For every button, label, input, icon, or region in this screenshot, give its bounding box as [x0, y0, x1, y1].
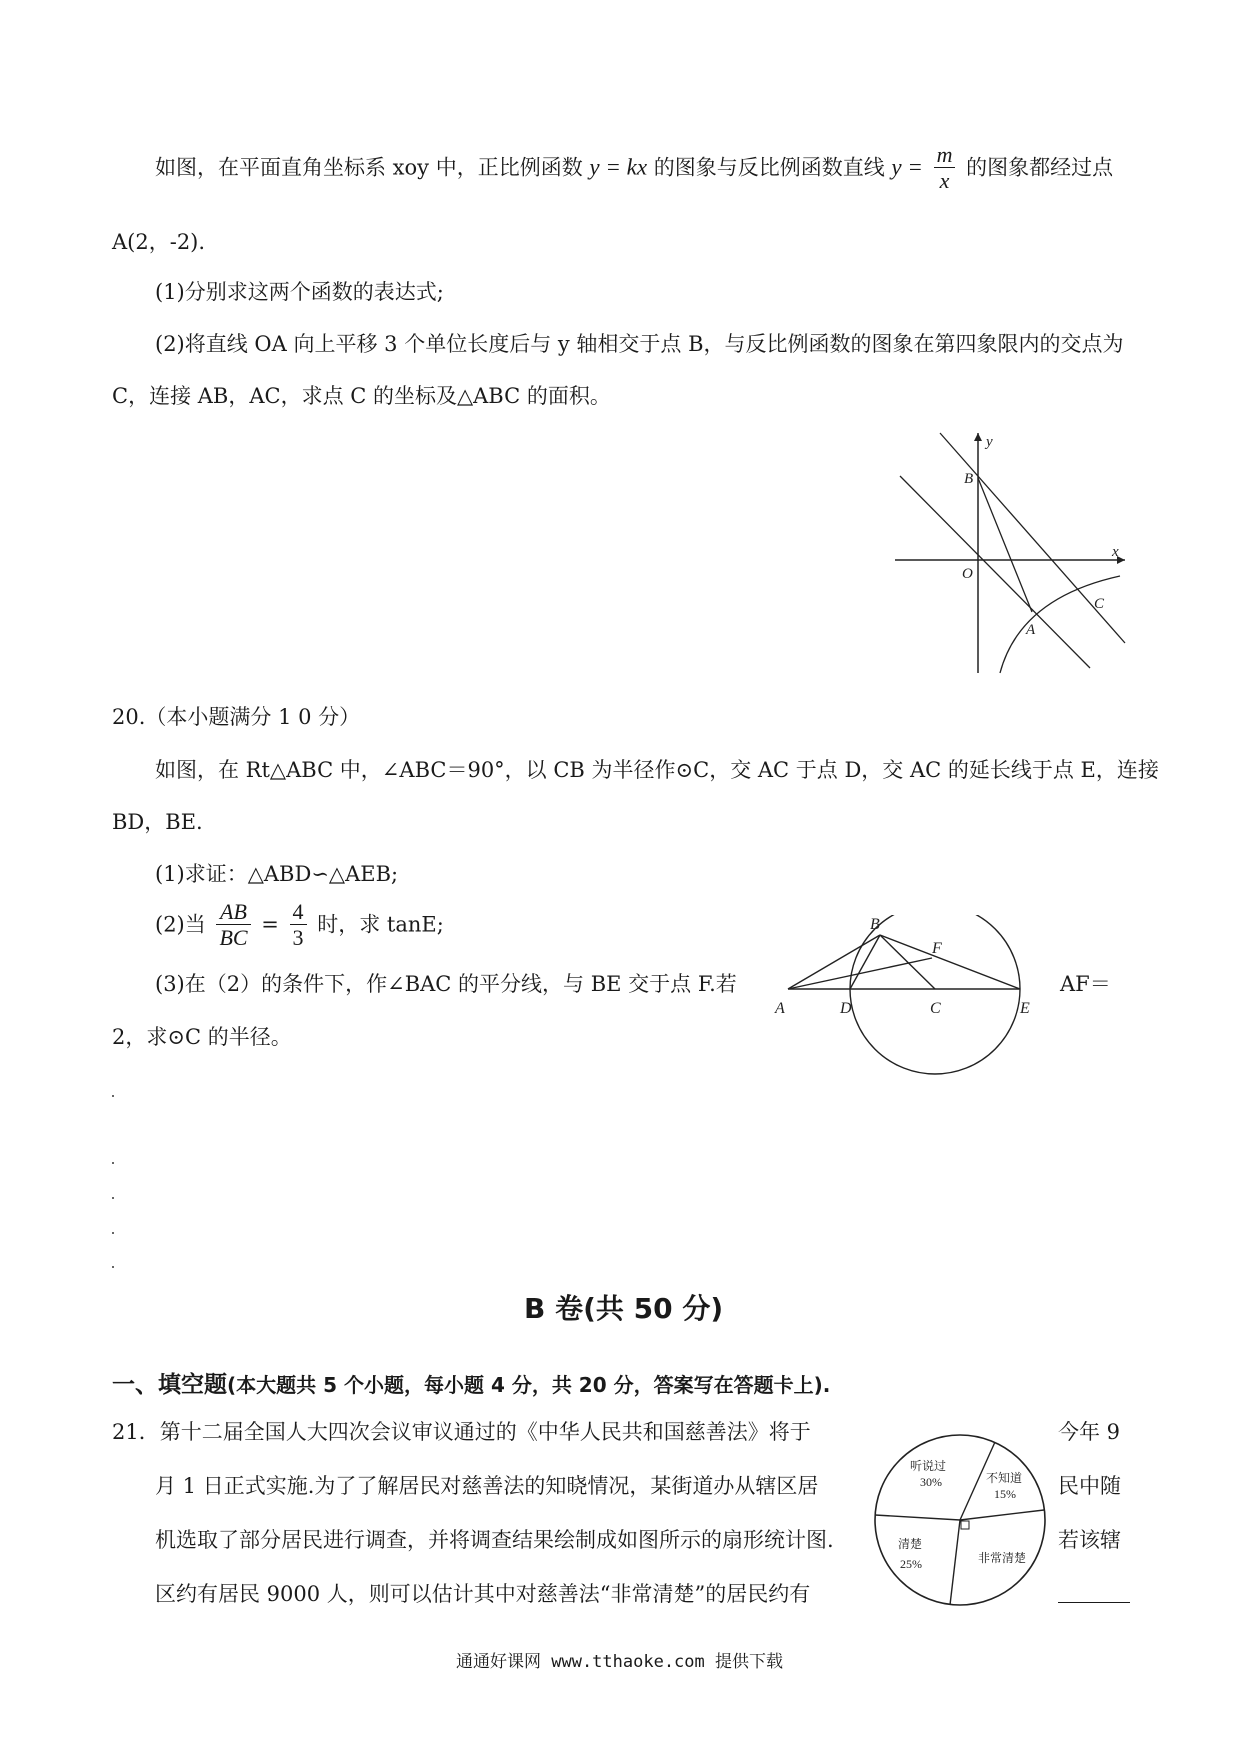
q21-line3: 机选取了部分居民进行调查，并将调查结果绘制成如图所示的扇形统计图. — [155, 1528, 834, 1552]
q21-line1-right: 今年 9 — [1058, 1420, 1121, 1444]
fill-in-heading-rest: (本大题共 5 个小题，每小题 4 分，共 20 分，答案写在答题卡上). — [227, 1373, 831, 1397]
q21-pie-chart — [870, 1430, 1050, 1610]
q21-label-heard-pct: 30% — [920, 1475, 942, 1489]
q21-label-very-clear: 非常清楚 — [978, 1551, 1027, 1565]
section-b-title: B 卷(共 50 分) — [524, 1292, 724, 1325]
q19-intro — [155, 143, 1113, 195]
q19-hyperbola-branch — [1000, 576, 1120, 673]
q20-label-E: E — [1020, 1000, 1030, 1017]
q21-label-unknown-pct: 15% — [994, 1487, 1016, 1501]
q20-circle-C — [850, 915, 1020, 1074]
fill-in-heading — [112, 1372, 830, 1400]
q21-pie-divider — [875, 1515, 960, 1520]
q20-value-fraction — [290, 900, 307, 952]
q20-ratio-num: AB — [216, 900, 250, 925]
q20-line-BE — [880, 935, 1020, 989]
q20-part1: (1)求证：△ABD∽△AEB; — [155, 862, 399, 886]
q19-y-arrow — [974, 433, 982, 441]
q21-answer-blank — [1058, 1582, 1130, 1603]
q20-header: 20.（本小题满分 1 0 分） — [112, 705, 361, 729]
q19-part1: (1)分别求这两个函数的表达式; — [155, 280, 444, 304]
q20-part2 — [155, 900, 444, 952]
q20-label-F: F — [932, 940, 942, 957]
q19-func2-num: m — [934, 143, 956, 168]
q21-label-heard: 听说过 — [910, 1459, 947, 1473]
q19-line-OA — [900, 476, 1090, 668]
q21-line3-right: 若该辖 — [1058, 1528, 1121, 1552]
q20-part3-tail: AF＝ — [1060, 972, 1111, 996]
q20-line-AF — [788, 958, 932, 989]
fill-in-heading-bold: 一、填空题 — [112, 1372, 227, 1398]
q20-part3-line2: 2，求⊙C 的半径。 — [112, 1025, 292, 1049]
q19-func2-fraction — [934, 143, 956, 195]
q20-line-BC — [880, 935, 935, 989]
q20-part3-line1: (3)在（2）的条件下，作∠BAC 的平分线，与 BE 交于点 F.若 — [155, 972, 737, 996]
stray-mark — [112, 1095, 114, 1097]
q20-intro-line1: 如图，在 Rt△ABC 中，∠ABC＝90°，以 CB 为半径作⊙C，交 AC 于点 D，交 AC 的延长线于点 E，连接 — [155, 758, 1159, 782]
q21-line2-right: 民中随 — [1058, 1474, 1121, 1498]
q21-pie-divider — [960, 1510, 1044, 1520]
q19-func2-lhs: y = — [891, 154, 923, 180]
q21-right-angle-mark — [961, 1521, 969, 1529]
q19-label-A: A — [1026, 622, 1036, 638]
q20-label-D: D — [840, 1000, 852, 1017]
q19-part2-line1: (2)将直线 OA 向上平移 3 个单位长度后与 y 轴相交于点 B，与反比例函数的图象在第四象限内的交点为 — [155, 332, 1124, 356]
q19-intro-pre: 如图，在平面直角坐标系 xoy 中，正比例函数 — [155, 155, 583, 180]
q21-label-clear: 清楚 — [898, 1537, 923, 1551]
q19-label-x: x — [1112, 544, 1119, 560]
q19-label-B: B — [964, 471, 974, 487]
q19-segment-BA — [978, 478, 1032, 612]
q19-label-O: O — [962, 566, 973, 582]
q20-part2-pre: (2)当 — [155, 912, 206, 937]
stray-mark — [112, 1197, 114, 1199]
q20-value-num: 4 — [290, 900, 307, 925]
q19-part2-line2: C，连接 AB，AC，求点 C 的坐标及△ABC 的面积。 — [112, 384, 611, 408]
q20-intro-line2: BD，BE. — [112, 810, 203, 834]
stray-mark — [112, 1232, 114, 1234]
page-footer: 通通好课网 www.tthaoke.com 提供下载 — [456, 1652, 783, 1672]
q20-label-B: B — [870, 916, 880, 933]
q19-intro-mid: 的图象与反比例函数直线 — [653, 155, 885, 180]
q19-intro-post: 的图象都经过点 — [966, 155, 1114, 180]
q21-label-unknown: 不知道 — [986, 1471, 1023, 1485]
q20-part2-post: 时，求 tanE; — [317, 912, 444, 937]
q20-part2-eq: = — [261, 912, 279, 937]
q20-label-A: A — [775, 1000, 785, 1017]
stray-mark — [112, 1266, 114, 1268]
stray-mark — [112, 1162, 114, 1164]
q21-line2: 月 1 日正式实施.为了了解居民对慈善法的知晓情况，某街道办从辖区居 — [155, 1474, 819, 1498]
q19-func1: y = kx — [589, 154, 648, 180]
q19-coordinate-figure — [890, 428, 1130, 678]
q20-label-C: C — [930, 1000, 941, 1017]
q19-label-y: y — [986, 434, 993, 450]
q21-pie-divider — [950, 1520, 960, 1605]
q19-func2-den: x — [939, 168, 950, 194]
q19-label-C: C — [1094, 596, 1105, 612]
q21-label-clear-pct: 25% — [900, 1557, 922, 1571]
q20-ratio-fraction — [216, 900, 250, 952]
q20-line-AB — [788, 935, 880, 989]
q20-ratio-den: BC — [219, 925, 248, 951]
q20-value-den: 3 — [292, 925, 304, 951]
q21-line1: 21．第十二届全国人大四次会议审议通过的《中华人民共和国慈善法》将于 — [112, 1420, 811, 1444]
q20-circle-figure — [770, 915, 1060, 1115]
q19-point: A(2，-2). — [112, 230, 206, 254]
q21-line4: 区约有居民 9000 人，则可以估计其中对慈善法“非常清楚”的居民约有 — [155, 1582, 811, 1606]
